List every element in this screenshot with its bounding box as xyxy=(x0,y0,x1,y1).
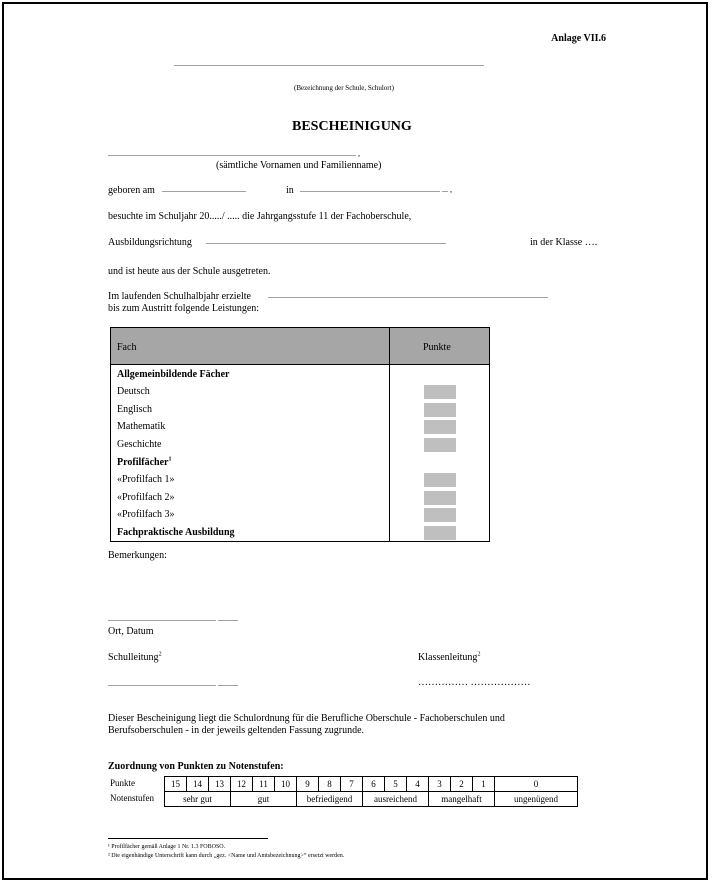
points-cell: 10 xyxy=(275,777,297,792)
head-label xyxy=(108,652,162,663)
klasse-text: in der Klasse …. xyxy=(530,237,598,248)
col-points-header: Punkte xyxy=(423,342,451,353)
name-caption: (sämtliche Vornamen und Familienname) xyxy=(216,160,382,171)
section-profil-label: Profilfächer xyxy=(117,457,169,468)
points-cell: 15 xyxy=(165,777,187,792)
grades-table xyxy=(110,327,490,542)
subject-row: «Profilfach 1» xyxy=(117,474,175,485)
grade-cell: sehr gut xyxy=(165,792,231,807)
points-field[interactable] xyxy=(424,473,456,487)
points-cell: 2 xyxy=(451,777,473,792)
austritt-text: bis zum Austritt folgende Leistungen: xyxy=(108,303,260,314)
points-row xyxy=(165,777,578,792)
ausbildung-dots: ........................................................................................................................ xyxy=(206,237,446,246)
school-line: ........................................................................................................................................................... xyxy=(174,59,484,68)
footnote-separator xyxy=(108,838,268,839)
legal-line-1: Dieser Bescheinigung liegt die Schulordnung für die Berufliche Oberschule - Fachoberschulen und xyxy=(108,713,505,724)
left-school-text: und ist heute aus der Schule ausgetreten. xyxy=(108,266,271,277)
ausbildung-label: Ausbildungsrichtung xyxy=(108,237,192,248)
footnote-ref: 2 xyxy=(477,651,481,658)
subject-row: Englisch xyxy=(117,404,152,415)
subject-row: «Profilfach 3» xyxy=(117,509,175,520)
points-cell: 6 xyxy=(363,777,385,792)
points-cell: 12 xyxy=(231,777,253,792)
remarks-label: Bemerkungen: xyxy=(108,550,167,561)
name-line: ............................................................................................................................ , xyxy=(108,149,360,158)
class-dots: …………… ……………… xyxy=(418,677,531,688)
head-dots: ...................................................... .......... xyxy=(108,679,238,688)
place-date-dots: ...................................................... .......... xyxy=(108,614,238,623)
grade-cell: befriedigend xyxy=(297,792,363,807)
anlage-label: Anlage VII.6 xyxy=(551,33,606,44)
footnote-ref: 2 xyxy=(158,651,162,658)
points-field[interactable] xyxy=(424,438,456,452)
section-profil xyxy=(117,457,171,468)
footnote-ref: 1 xyxy=(168,456,172,463)
points-field[interactable] xyxy=(424,491,456,505)
points-cell: 14 xyxy=(187,777,209,792)
points-cell: 7 xyxy=(341,777,363,792)
in-dots: ...................................................................... ... , xyxy=(300,185,452,194)
school-caption: (Bezeichnung der Schule, Schulort) xyxy=(294,84,394,92)
visited-text: besuchte im Schuljahr 20...../ ..... die Jahrgangsstufe 11 der Fachoberschule, xyxy=(108,211,412,222)
section-fachpraktisch: Fachpraktische Ausbildung xyxy=(117,527,235,538)
notenstufen-table xyxy=(164,776,578,807)
points-row-label: Punkte xyxy=(110,778,136,788)
subject-row: Deutsch xyxy=(117,386,150,397)
legal-line-2: Berufsoberschulen - in der jeweils geltenden Fassung zugrunde. xyxy=(108,725,365,736)
points-field[interactable] xyxy=(424,403,456,417)
section-allgemein: Allgemeinbildende Fächer xyxy=(117,369,230,380)
grades-row-label: Notenstufen xyxy=(110,793,154,803)
footnote-2: ² Die eigenhändige Unterschrift kann durch „gez. <Name und Amtsbezeichnung>“ ersetzt werden. xyxy=(108,853,345,859)
footnote-1: ¹ Profilfächer gemäß Anlage 1 Nr. 1.3 FOBOSO. xyxy=(108,844,226,850)
head-label-text: Schulleitung xyxy=(108,652,159,663)
col-subject-header: Fach xyxy=(117,342,137,353)
grade-cell: ausreichend xyxy=(363,792,429,807)
points-field[interactable] xyxy=(424,420,456,434)
class-label xyxy=(418,652,480,663)
in-label: in xyxy=(286,185,294,196)
place-date-label: Ort, Datum xyxy=(108,626,154,637)
points-cell: 9 xyxy=(297,777,319,792)
class-label-text: Klassenleitung xyxy=(418,652,478,663)
born-dots: .......................................... xyxy=(162,185,246,194)
halbjahr-text: Im laufenden Schulhalbjahr erzielte xyxy=(108,291,251,302)
points-cell: 5 xyxy=(385,777,407,792)
grades-table-divider xyxy=(389,328,390,541)
points-cell: 1 xyxy=(473,777,495,792)
points-field[interactable] xyxy=(424,385,456,399)
notenstufen-title: Zuordnung von Punkten zu Notenstufen: xyxy=(108,761,284,772)
points-cell: 13 xyxy=(209,777,231,792)
grade-cell: mangelhaft xyxy=(429,792,495,807)
points-cell: 11 xyxy=(253,777,275,792)
halbjahr-dots: ............................................................................................................................................ xyxy=(268,291,548,300)
points-cell: 0 xyxy=(495,777,578,792)
subject-row: Geschichte xyxy=(117,439,162,450)
points-cell: 3 xyxy=(429,777,451,792)
subject-row: «Profilfach 2» xyxy=(117,492,175,503)
grades-row xyxy=(165,792,578,807)
grade-cell: gut xyxy=(231,792,297,807)
points-field[interactable] xyxy=(424,508,456,522)
points-cell: 8 xyxy=(319,777,341,792)
subject-row: Mathematik xyxy=(117,421,166,432)
born-label: geboren am xyxy=(108,185,155,196)
grade-cell: ungenügend xyxy=(495,792,578,807)
document-title: BESCHEINIGUNG xyxy=(292,119,412,134)
points-cell: 4 xyxy=(407,777,429,792)
points-field[interactable] xyxy=(424,526,456,540)
document-page xyxy=(2,2,708,880)
